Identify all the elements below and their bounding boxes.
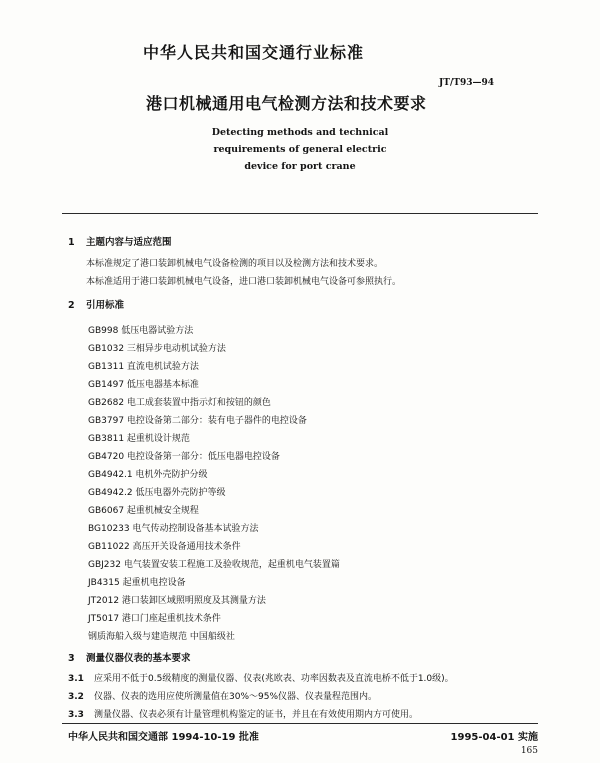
standard-code: JT/T93—94: [439, 78, 494, 88]
clause-item: [68, 689, 377, 702]
clause-number: 3.1: [68, 674, 84, 684]
clause-text: 仪器、仪表的选用应使所测量值在30%～95%仪器、仪表量程范围内。: [94, 692, 378, 702]
english-title-line: device for port crane: [244, 161, 356, 172]
document-title: 港口机械通用电气检测方法和技术要求: [146, 94, 427, 113]
bottom-divider: [62, 723, 538, 724]
reference-item: GB4720 电控设备第一部分：低压电器电控设备: [88, 452, 280, 462]
section-3-heading: [68, 650, 191, 664]
reference-item: GB3811 起重机设计规范: [88, 434, 190, 444]
reference-item: GB3797 电控设备第二部分：装有电子器件的电控设备: [88, 416, 307, 426]
reference-item: GB1497 低压电器基本标准: [88, 380, 199, 390]
page-number: 165: [520, 746, 538, 756]
reference-item: GBJ232 电气装置安装工程施工及验收规范，起重机电气装置篇: [88, 560, 340, 570]
approval-line: 中华人民共和国交通部 1994-10-19 批准: [68, 732, 259, 743]
english-title-line: Detecting methods and technical: [211, 127, 389, 138]
reference-item: GB11022 高压开关设备通用技术条件: [88, 542, 241, 552]
clause-text: 测量仪器、仪表必须有计量管理机构鉴定的证书，并且在有效使用期内方可使用。: [94, 710, 419, 720]
reference-item: GB1032 三相异步电动机试验方法: [88, 344, 226, 354]
section-title: 测量仪器仪表的基本要求: [86, 653, 191, 664]
reference-item: GB4942.1 电机外壳防护分级: [88, 470, 208, 480]
reference-item: GB6067 起重机械安全规程: [88, 506, 199, 516]
section-1-paragraph: 本标准适用于港口装卸机械电气设备，进口港口装卸机械电气设备可参照执行。: [86, 277, 402, 287]
clause-text: 应采用不低于0.5级精度的测量仪器、仪表(兆欧表、功率因数表及直流电桥不低于1.0级)。: [94, 674, 454, 684]
top-divider: [62, 213, 538, 214]
section-number: 2: [68, 300, 75, 311]
reference-item: JB4315 起重机电控设备: [88, 578, 186, 588]
english-title-line: requirements of general electric: [213, 144, 387, 155]
implementation-date: 1995-04-01 实施: [450, 732, 538, 743]
clause-number: 3.3: [68, 710, 84, 720]
section-1-heading: [68, 234, 172, 248]
reference-item: 钢质海船入级与建造规范 中国船级社: [88, 632, 235, 642]
section-title: 主题内容与适应范围: [86, 237, 172, 248]
standard-category-header: 中华人民共和国交通行业标准: [143, 43, 365, 62]
clause-item: [68, 707, 418, 720]
reference-item: GB998 低压电器试验方法: [88, 326, 194, 336]
section-title: 引用标准: [86, 300, 125, 311]
clause-item: [68, 671, 454, 684]
section-number: 3: [68, 653, 75, 664]
reference-item: GB1311 直流电机试验方法: [88, 362, 199, 372]
section-1-paragraph: 本标准规定了港口装卸机械电气设备检测的项目以及检测方法和技术要求。: [86, 259, 384, 269]
reference-item: GB2682 电工成套装置中指示灯和按钮的颜色: [88, 398, 271, 408]
clause-number: 3.2: [68, 692, 84, 702]
reference-item: GB4942.2 低压电器外壳防护等级: [88, 488, 226, 498]
section-2-heading: [68, 297, 124, 311]
reference-item: BG10233 电气传动控制设备基本试验方法: [88, 524, 259, 534]
section-number: 1: [68, 237, 75, 248]
reference-item: JT2012 港口装卸区域照明照度及其测量方法: [88, 596, 266, 606]
reference-item: JT5017 港口门座起重机技术条件: [88, 614, 221, 624]
